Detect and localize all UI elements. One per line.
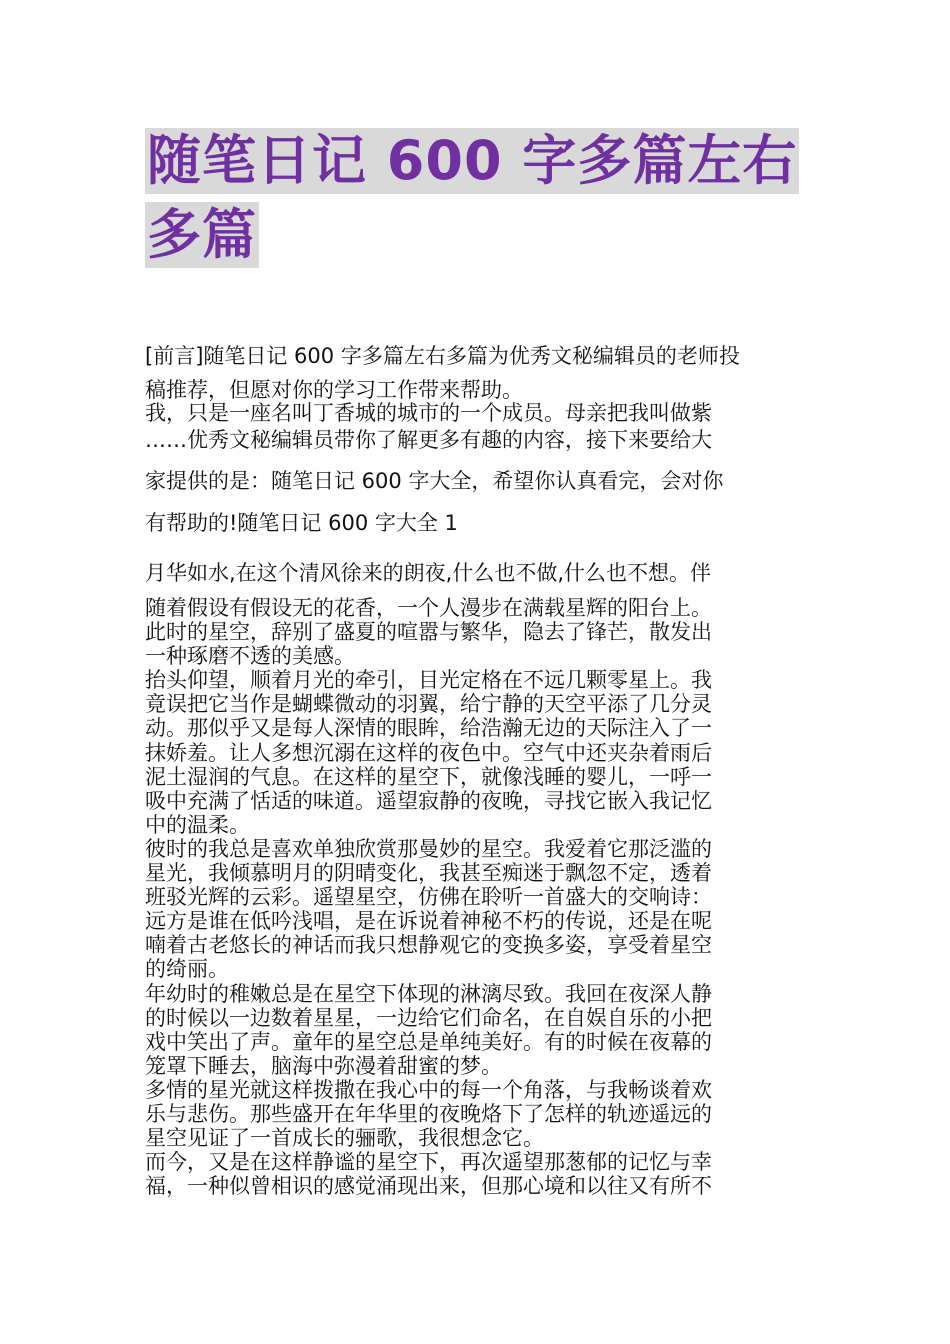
intro-line: [前言]随笔日记 600 字多篇左右多篇为优秀文秘编辑员的老师投 (145, 344, 740, 368)
body-line: 远方是谁在低吟浅唱，是在诉说着神秘不朽的传说，还是在呢 (145, 909, 712, 934)
body-line: 吸中充满了恬适的味道。遥望寂静的夜晚，寻找它嵌入我记忆 (145, 788, 712, 813)
body-line: 喃着古老悠长的神话而我只想静观它的变换多姿，享受着星空 (145, 933, 712, 958)
document-title (145, 128, 815, 276)
body-line: 抬头仰望，顺着月光的牵引，目光定格在不远几颗零星上。我 (145, 668, 712, 693)
title-line-1: 随笔日记 600 字多篇左右 (147, 129, 798, 192)
body-line: 而今，又是在这样静谧的星空下，再次遥望那葱郁的记忆与幸 (145, 1150, 712, 1175)
body-paragraphs (145, 596, 810, 1198)
intro-paragraph (145, 336, 810, 410)
first-body-line: 月华如水,在这个清风徐来的朗夜,什么也不做,什么也不想。伴 (145, 561, 712, 585)
body-line: 竟误把它当作是蝴蝶微动的羽翼，给宁静的天空平添了几分灵 (145, 692, 712, 717)
body-line: 福，一种似曾相识的感觉涌现出来，但那心境和以往又有所不 (145, 1174, 712, 1199)
body-line: 动。那似乎又是每人深情的眼眸，给浩瀚无边的天际注入了一 (145, 716, 712, 741)
body-line: 此时的星空，辞别了盛夏的喧嚣与繁华，隐去了锋芒，散发出 (145, 620, 712, 645)
body-line: 抹娇羞。让人多想沉溺在这样的夜色中。空气中还夹杂着雨后 (145, 740, 712, 765)
summary-paragraph (145, 400, 810, 495)
body-line: 戏中笑出了声。童年的星空总是单纯美好。有的时候在夜幕的 (145, 1029, 712, 1054)
body-line: 班驳光辉的云彩。遥望星空，仿佛在聆听一首盛大的交响诗： (145, 885, 712, 910)
body-line: 泥土湿润的气息。在这样的星空下，就像浅睡的婴儿，一呼一 (145, 764, 712, 789)
body-line: 随着假设有假设无的花香，一个人漫步在满载星辉的阳台上。 (145, 596, 712, 620)
body-line: 年幼时的稚嫩总是在星空下体现的淋漓尽致。我回在夜深人静 (145, 981, 712, 1006)
body-line: 星空见证了一首成长的骊歌，我很想念它。 (145, 1126, 544, 1151)
body-line: 中的温柔。 (145, 812, 250, 837)
title-line-2: 多篇 (147, 203, 257, 266)
body-line: 乐与悲伤。那些盛开在年华里的夜晚烙下了怎样的轨迹遥远的 (145, 1101, 712, 1126)
summary-line: ……优秀文秘编辑员带你了解更多有趣的内容，接下来要给大 (145, 428, 712, 452)
body-line: 多情的星光就这样拨撒在我心中的每一个角落，与我畅谈着欢 (145, 1077, 712, 1102)
summary-line: 我，只是一座名叫丁香城的城市的一个成员。母亲把我叫做紫 (145, 401, 712, 425)
body-line: 的绮丽。 (145, 957, 229, 982)
body-line: 彼时的我总是喜欢单独欣赏那曼妙的星空。我爱着它那泛滥的 (145, 836, 712, 861)
body-line: 星光，我倾慕明月的阴晴变化，我甚至痴迷于飘忽不定，透着 (145, 861, 712, 886)
body-line: 一种琢磨不透的美感。 (145, 644, 355, 669)
summary-line: 家提供的是：随笔日记 600 字大全，希望你认真看完，会对你 (145, 469, 724, 493)
section-heading: 有帮助的!随笔日记 600 字大全 1 (145, 511, 458, 535)
intro-line: 稿推荐，但愿对你的学习工作带来帮助。 (145, 378, 523, 402)
body-line: 的时候以一边数着星星，一边给它们命名，在自娱自乐的小把 (145, 1005, 712, 1030)
body-line: 笼罩下睡去，脑海中弥漫着甜蜜的梦。 (145, 1053, 502, 1078)
